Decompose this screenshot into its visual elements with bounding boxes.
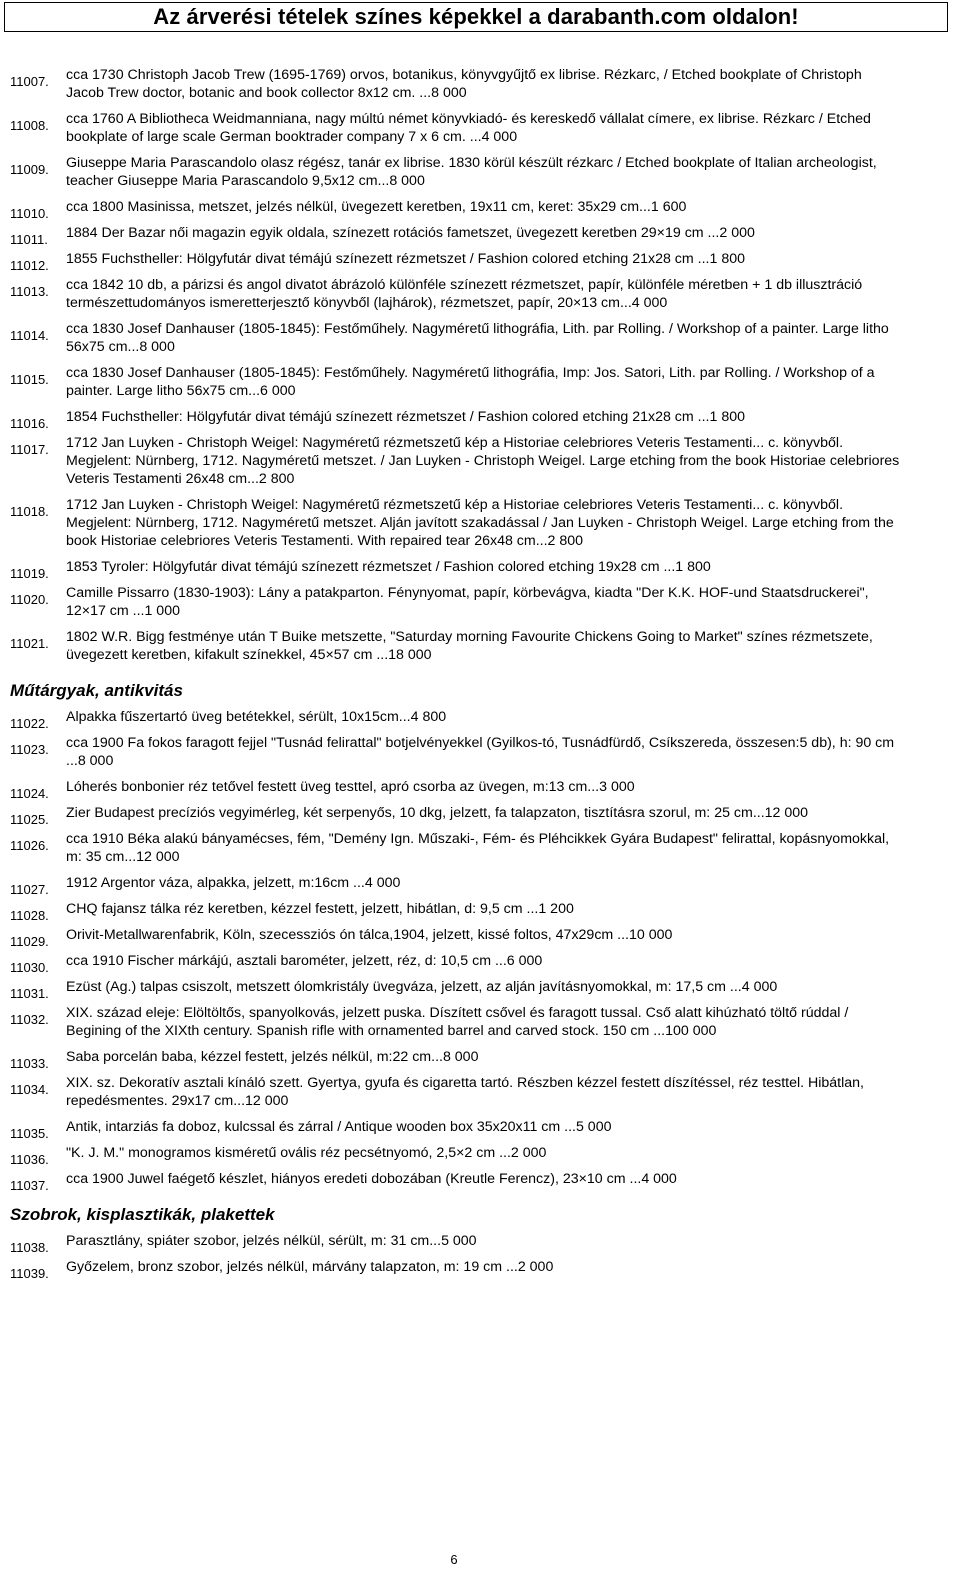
- lot-number: 11009.: [10, 162, 49, 177]
- lot-number: 11010.: [10, 206, 49, 221]
- lot-number: 11007.: [10, 74, 49, 89]
- lot-item: [10, 1004, 900, 1040]
- lot-description: XIX. sz. Dekoratív asztali kínáló szett. Gyertya, gyufa és cigaretta tartó. Részben kézzel festett díszítéssel, réz testtel. Hibátlan, repedésmentes. 29x17 cm...12 000: [66, 1075, 864, 1109]
- page-number: 6: [450, 1552, 458, 1567]
- lot-description: CHQ fajansz tálka réz keretben, kézzel festett, jelzett, hibátlan, d: 9,5 cm ...1 200: [66, 901, 574, 917]
- lot-number: 11032.: [10, 1012, 49, 1027]
- lot-number: 11030.: [10, 960, 49, 975]
- lot-description: XIX. század eleje: Elöltöltős, spanyolkovás, jelzett puska. Díszített csővel és faragott tussal. Cső alatt kihúzható töltő rúddal / Begining of the XIXth century. Spanish rifle with ornamented barrel and carved stock. 150 cm ...100 000: [66, 1005, 849, 1039]
- lot-number: 11017.: [10, 442, 49, 457]
- lot-description: 1854 Fuchstheller: Hölgyfutár divat témájú színezett rézmetszet / Fashion colored etching 21x28 cm ...1 800: [66, 409, 745, 425]
- lot-item: [10, 952, 900, 975]
- lot-item: [10, 628, 900, 664]
- lot-number: 11031.: [10, 986, 49, 1001]
- lot-number: 11035.: [10, 1126, 49, 1141]
- lot-item: [10, 830, 900, 866]
- lot-description: Camille Pissarro (1830-1903): Lány a patakparton. Fénynyomat, papír, körbevágva, kiadta "Der K.K. HOF-und Staatsdruckerei", 12×17 cm ...1 000: [66, 585, 869, 619]
- lot-number: 11012.: [10, 258, 49, 273]
- lot-description: cca 1910 Fischer márkájú, asztali barométer, jelzett, réz, d: 10,5 cm ...6 000: [66, 953, 543, 969]
- lot-description: cca 1730 Christoph Jacob Trew (1695-1769) orvos, botanikus, könyvgyűjtő ex librise. Rézkarc, / Etched bookplate of Christoph Jacob Trew doctor, botanic and book collector 8x12 cm. ...8 000: [66, 67, 862, 101]
- lot-description: cca 1842 10 db, a párizsi és angol divatot ábrázoló különféle színezett rézmetszet, papír, különféle méretben + 1 db illusztráció természettudományos ismeretterjesztő könyvből (lajhárok), rézmetszet, papír, 20×13 cm...4 000: [66, 277, 863, 311]
- lot-group-prints: [10, 66, 900, 664]
- lot-number: 11011.: [10, 232, 48, 247]
- lot-number: 11033.: [10, 1056, 49, 1071]
- lot-item: [10, 874, 900, 897]
- lot-description: cca 1900 Juwel faégető készlet, hiányos eredeti dobozában (Kreutle Ferencz), 23×10 cm ...4 000: [66, 1171, 677, 1187]
- lot-number: 11027.: [10, 882, 49, 897]
- lot-description: Alpakka fűszertartó üveg betétekkel, sérült, 10x15cm...4 800: [66, 709, 447, 725]
- lot-description: 1855 Fuchstheller: Hölgyfutár divat témájú színezett rézmetszet / Fashion colored etching 21x28 cm ...1 800: [66, 251, 745, 267]
- lot-item: [10, 804, 900, 827]
- section-title-sculptures: Szobrok, kisplasztikák, plakettek: [10, 1205, 275, 1224]
- lot-description: cca 1900 Fa fokos faragott fejjel "Tusnád felirattal" botjelvényekkel (Gyilkos-tó, Tusnádfürdő, Csíkszereda, összesen:5 db), h: 90 cm ...8 000: [66, 735, 895, 769]
- lot-item: [10, 496, 900, 550]
- lot-number: 11022.: [10, 716, 49, 731]
- lot-number: 11028.: [10, 908, 49, 923]
- lot-description: cca 1830 Josef Danhauser (1805-1845): Festőműhely. Nagyméretű lithográfia, Lith. par Rolling. / Workshop of a painter. Large litho 56x75 cm...8 000: [66, 321, 889, 355]
- lot-number: 11029.: [10, 934, 49, 949]
- lot-number: 11016.: [10, 416, 49, 431]
- lot-item: [10, 900, 900, 923]
- lot-description: Antik, intarziás fa doboz, kulcssal és zárral / Antique wooden box 35x20x11 cm ...5 000: [66, 1119, 612, 1135]
- lot-description: 1712 Jan Luyken - Christoph Weigel: Nagyméretű rézmetszetű kép a Historiae celebriores Veteris Testamenti... c. könyvből. Megjelent: Nürnberg, 1712. Nagyméretű metszet. / Jan Luyken - Christoph Weigel. Large etching from the book Historiae celebriores Veteris Testamenti 26x48 cm...2 800: [66, 435, 900, 487]
- lot-description: Ezüst (Ag.) talpas csiszolt, metszett ólomkristály üvegváza, jelzett, az alján javításnyomokkal, m: 17,5 cm ...4 000: [66, 979, 778, 995]
- lot-description: Saba porcelán baba, kézzel festett, jelzés nélkül, m:22 cm...8 000: [66, 1049, 479, 1065]
- lot-item: [10, 1048, 900, 1071]
- lot-item: [10, 1170, 900, 1193]
- lot-item: [10, 1258, 900, 1281]
- lot-item: [10, 110, 900, 146]
- lot-item: [10, 778, 900, 801]
- lot-item: [10, 584, 900, 620]
- lot-number: 11038.: [10, 1240, 49, 1255]
- lot-description: cca 1830 Josef Danhauser (1805-1845): Festőműhely. Nagyméretű lithográfia, Imp: Jos. Satori, Lith. par Rolling. / Workshop of a painter. Large litho 56x75 cm...6 000: [66, 365, 875, 399]
- lot-number: 11018.: [10, 504, 49, 519]
- lot-number: 11008.: [10, 118, 49, 133]
- lot-number: 11019.: [10, 566, 49, 581]
- lot-item: [10, 734, 900, 770]
- lot-description: 1853 Tyroler: Hölgyfutár divat témájú színezett rézmetszet / Fashion colored etching 19x28 cm ...1 800: [66, 559, 711, 575]
- lot-item: [10, 66, 900, 102]
- lot-item: [10, 708, 900, 731]
- lot-number: 11020.: [10, 592, 49, 607]
- lot-description: 1802 W.R. Bigg festménye után T Buike metszette, "Saturday morning Favourite Chickens Going to Market" színes rézmetszete, üvegezett keretben, kifakult színekkel, 45×57 cm ...18 000: [66, 629, 873, 663]
- lot-description: Zier Budapest precíziós vegyimérleg, két serpenyős, 10 dkg, jelzett, fa talapzaton, tisztításra szorul, m: 25 cm...12 000: [66, 805, 809, 821]
- lot-item: [10, 926, 900, 949]
- lot-item: [10, 364, 900, 400]
- lot-description: "K. J. M." monogramos kisméretű ovális réz pecsétnyomó, 2,5×2 cm ...2 000: [66, 1145, 547, 1161]
- lot-number: 11013.: [10, 284, 49, 299]
- lot-number: 11037.: [10, 1178, 49, 1193]
- lot-list: [10, 66, 900, 1284]
- lot-item: [10, 224, 900, 247]
- lot-item: [10, 1144, 900, 1167]
- lot-description: Giuseppe Maria Parascandolo olasz régész, tanár ex librise. 1830 körül készült rézkarc / Etched bookplate of Italian archeologist, teacher Giuseppe Maria Parascandolo 9,5x12 cm...8 000: [66, 155, 877, 189]
- lot-number: 11021.: [10, 636, 49, 651]
- lot-number: 11024.: [10, 786, 49, 801]
- lot-number: 11039.: [10, 1266, 49, 1281]
- lot-description: Orivit-Metallwarenfabrik, Köln, szecessziós ón tálca,1904, jelzett, kissé foltos, 47x29cm ...10 000: [66, 927, 673, 943]
- lot-description: 1912 Argentor váza, alpakka, jelzett, m:16cm ...4 000: [66, 875, 401, 891]
- lot-number: 11036.: [10, 1152, 49, 1167]
- lot-item: [10, 154, 900, 190]
- lot-description: cca 1760 A Bibliotheca Weidmanniana, nagy múltú német könyvkiadó- és kereskedő vállalat címere, ex librise. Rézkarc / Etched bookplate of large scale German booktrader company 7 x 6 cm. ...4 000: [66, 111, 871, 145]
- lot-item: [10, 978, 900, 1001]
- lot-group-artworks: [10, 708, 900, 1193]
- lot-description: cca 1800 Masinissa, metszet, jelzés nélkül, üvegezett keretben, 19x11 cm, keret: 35x29 cm...1 600: [66, 199, 687, 215]
- lot-group-sculptures: [10, 1232, 900, 1281]
- lot-item: [10, 198, 900, 221]
- lot-item: [10, 276, 900, 312]
- lot-item: [10, 434, 900, 488]
- lot-number: 11025.: [10, 812, 49, 827]
- lot-description: Győzelem, bronz szobor, jelzés nélkül, márvány talapzaton, m: 19 cm ...2 000: [66, 1259, 554, 1275]
- lot-description: 1884 Der Bazar női magazin egyik oldala, színezett rotációs fametszet, üvegezett keretben 29×19 cm ...2 000: [66, 225, 755, 241]
- lot-item: [10, 250, 900, 273]
- lot-item: [10, 558, 900, 581]
- lot-number: 11014.: [10, 328, 49, 343]
- lot-item: [10, 320, 900, 356]
- lot-number: 11034.: [10, 1082, 49, 1097]
- site-banner: Az árverési tételek színes képekkel a darabanth.com oldalon!: [4, 2, 948, 32]
- lot-item: [10, 408, 900, 431]
- lot-item: [10, 1118, 900, 1141]
- lot-number: 11015.: [10, 372, 49, 387]
- lot-description: cca 1910 Béka alakú bányamécses, fém, "Demény Ign. Műszaki-, Fém- és Pléhcikkek Gyára Budapest" felirattal, kopásnyomokkal, m: 35 cm...12 000: [66, 831, 890, 865]
- lot-item: [10, 1074, 900, 1110]
- lot-description: Lóherés bonbonier réz tetővel festett üveg testtel, apró csorba az üvegen, m:13 cm...3 000: [66, 779, 635, 795]
- lot-description: Parasztlány, spiáter szobor, jelzés nélkül, sérült, m: 31 cm...5 000: [66, 1233, 477, 1249]
- section-title-artworks: Műtárgyak, antikvitás: [10, 681, 183, 700]
- lot-number: 11026.: [10, 838, 49, 853]
- lot-number: 11023.: [10, 742, 49, 757]
- lot-item: [10, 1232, 900, 1255]
- lot-description: 1712 Jan Luyken - Christoph Weigel: Nagyméretű rézmetszetű kép a Historiae celebriores Veteris Testamenti... c. könyvből. Megjelent: Nürnberg, 1712. Nagyméretű metszet. Alján javított szakadással / Jan Luyken - Christoph Weigel. Large etching from the book Historiae celebriores Veteris Testamenti. With repaired tear 26x48 cm...2 800: [66, 497, 894, 549]
